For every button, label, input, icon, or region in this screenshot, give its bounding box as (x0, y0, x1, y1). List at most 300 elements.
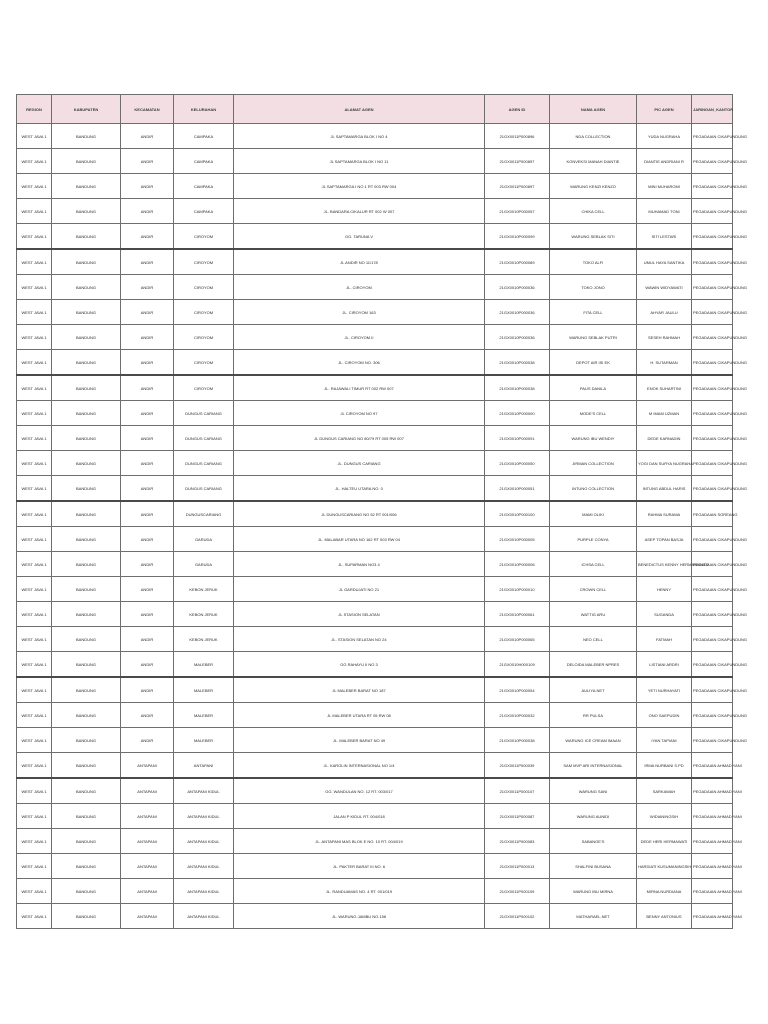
cell-alamat-agen: JL. HALTEU UTARA NO. 0 (234, 476, 485, 502)
cell-alamat-agen: GG. WANDULAN NO. 12 RT. 003/017 (234, 778, 485, 804)
cell-kelurahan: CAMPAKA (174, 174, 234, 199)
cell-kecamatan: ANTAPANI (121, 879, 174, 904)
cell-agen-id: 21GX0010P000061 (485, 602, 550, 627)
cell-kecamatan: ANDIR (121, 401, 174, 426)
table-row (17, 300, 733, 325)
table-row (17, 249, 733, 275)
table-row (17, 753, 733, 779)
table-row (17, 728, 733, 753)
cell-kelurahan: KEBON JERUK (174, 627, 234, 652)
table-row (17, 174, 733, 199)
cell-jaringan-kantor: PEGADAIAN CIKAPUNDUNG (692, 149, 733, 174)
cell-kecamatan: ANDIR (121, 577, 174, 602)
cell-alamat-agen: JL ANDIR NO 11/178 (234, 249, 485, 275)
cell-kelurahan: CIROYOM (174, 249, 234, 275)
cell-kelurahan: MALEBER (174, 677, 234, 703)
cell-agen-id: 21GX0010P000000 (485, 401, 550, 426)
cell-kabupaten: BANDUNG (52, 401, 121, 426)
cell-nama-agen: MODE'S CELL (550, 401, 637, 426)
cell-agen-id: 21GX0010P000091 (485, 426, 550, 451)
table-row (17, 904, 733, 929)
cell-region: WEST JAVA 1 (17, 426, 52, 451)
cell-pic-agen: ASEP TOPAN BASJA (637, 527, 692, 552)
cell-kecamatan: ANDIR (121, 325, 174, 350)
cell-alamat-agen: JL MALEBER UTARA RT 05 RW 08 (234, 703, 485, 728)
header-region: REGION (17, 95, 52, 124)
cell-kelurahan: DUNGUS CARIANG (174, 401, 234, 426)
cell-kabupaten: BANDUNG (52, 879, 121, 904)
cell-pic-agen: MUHAMAD TONI (637, 199, 692, 224)
cell-kabupaten: BANDUNG (52, 728, 121, 753)
cell-pic-agen: ENOK SUHARTINI (637, 375, 692, 401)
cell-region: WEST JAVA 1 (17, 124, 52, 149)
cell-alamat-agen: GG. TARUNA V (234, 224, 485, 250)
cell-pic-agen: WAWIN WIDYAWATI (637, 275, 692, 300)
cell-pic-agen: MIRNA NURDIANA (637, 879, 692, 904)
cell-kelurahan: MALEBER (174, 652, 234, 678)
cell-region: WEST JAVA 1 (17, 829, 52, 854)
cell-alamat-agen: JL. MALEBER BARAT NO 49 (234, 728, 485, 753)
table-row (17, 552, 733, 577)
cell-agen-id: 21GX0011P000107 (485, 778, 550, 804)
cell-kabupaten: BANDUNG (52, 249, 121, 275)
table-row (17, 879, 733, 904)
header-nama-agen: NAMA AGEN (550, 95, 637, 124)
cell-pic-agen: LISTIANI ARDRI (637, 652, 692, 678)
cell-jaringan-kantor: PEGADAIAN CIKAPUNDUNG (692, 451, 733, 476)
cell-kabupaten: BANDUNG (52, 501, 121, 527)
cell-kelurahan: GARUDA (174, 552, 234, 577)
cell-alamat-agen: JL. CIROYOM 163 (234, 300, 485, 325)
cell-region: WEST JAVA 1 (17, 602, 52, 627)
table-row (17, 325, 733, 350)
cell-kecamatan: ANDIR (121, 703, 174, 728)
cell-kabupaten: BANDUNG (52, 451, 121, 476)
cell-alamat-agen: JL. KAROLIN INTERNASIONAL NO 1/4 (234, 753, 485, 779)
cell-kecamatan: ANDIR (121, 124, 174, 149)
cell-jaringan-kantor: PEGADAIAN AHMAD YANI (692, 804, 733, 829)
cell-pic-agen: INTUNG ABDUL HARIS (637, 476, 692, 502)
cell-agen-id: 21GX0010P000038 (485, 728, 550, 753)
cell-nama-agen: TOKO JONO (550, 275, 637, 300)
cell-jaringan-kantor: PEGADAIAN CIKAPUNDUNG (692, 426, 733, 451)
cell-kecamatan: ANTAPANI (121, 753, 174, 779)
cell-pic-agen: SESEH RAHMAH (637, 325, 692, 350)
table-row (17, 375, 733, 401)
cell-pic-agen: IYAN TAPIANI (637, 728, 692, 753)
cell-kabupaten: BANDUNG (52, 552, 121, 577)
cell-nama-agen: FITA CELL (550, 300, 637, 325)
cell-kecamatan: ANDIR (121, 476, 174, 502)
cell-kabupaten: BANDUNG (52, 199, 121, 224)
cell-kelurahan: DUNGUS CARIANG (174, 476, 234, 502)
cell-nama-agen: WARUNG SANI (550, 778, 637, 804)
cell-nama-agen: RR PULSA (550, 703, 637, 728)
cell-kelurahan: DUNGUS CARIANG (174, 426, 234, 451)
cell-alamat-agen: JL. WARUNG JAMBU NO.156 (234, 904, 485, 929)
cell-agen-id: 21GX0010P000036 (485, 325, 550, 350)
cell-alamat-agen: JL. ANTAPANI MAS BLOK E NO. 10 RT. 004/019 (234, 829, 485, 854)
cell-kabupaten: BANDUNG (52, 904, 121, 929)
cell-region: WEST JAVA 1 (17, 501, 52, 527)
cell-pic-agen: YUDA NUGRAHA (637, 124, 692, 149)
cell-region: WEST JAVA 1 (17, 350, 52, 376)
cell-kelurahan: CIROYOM (174, 325, 234, 350)
table-row (17, 627, 733, 652)
cell-region: WEST JAVA 1 (17, 249, 52, 275)
table-row (17, 451, 733, 476)
cell-kecamatan: ANDIR (121, 426, 174, 451)
cell-jaringan-kantor: PEGADAIAN CIKAPUNDUNG (692, 476, 733, 502)
cell-agen-id: 21GX0010P000006 (485, 552, 550, 577)
cell-jaringan-kantor: PEGADAIAN AHMAD YANI (692, 778, 733, 804)
cell-jaringan-kantor: PEGADAIAN CIKAPUNDUNG (692, 627, 733, 652)
cell-kelurahan: ANTAPANI (174, 753, 234, 779)
cell-kabupaten: BANDUNG (52, 350, 121, 376)
cell-region: WEST JAVA 1 (17, 527, 52, 552)
cell-jaringan-kantor: PEGADAIAN CIKAPUNDUNG (692, 249, 733, 275)
cell-pic-agen: BENEDICTUS KENNY HERMAWANTO (637, 552, 692, 577)
cell-jaringan-kantor: PEGADAIAN AHMAD YANI (692, 879, 733, 904)
cell-nama-agen: TOKO ALFI (550, 249, 637, 275)
header-kecamatan: KECAMATAN (121, 95, 174, 124)
cell-kecamatan: ANDIR (121, 552, 174, 577)
cell-kecamatan: ANDIR (121, 527, 174, 552)
cell-nama-agen: CROWN CELL (550, 577, 637, 602)
cell-jaringan-kantor: PEGADAIAN CIKAPUNDUNG (692, 577, 733, 602)
cell-kecamatan: ANDIR (121, 275, 174, 300)
cell-pic-agen: SARKAWAH (637, 778, 692, 804)
cell-nama-agen: WARUNG SEBLAK SITI (550, 224, 637, 250)
table-row (17, 527, 733, 552)
cell-kabupaten: BANDUNG (52, 224, 121, 250)
cell-alamat-agen: JL. SUPARMAN NO3 4 (234, 552, 485, 577)
cell-kecamatan: ANDIR (121, 149, 174, 174)
cell-kabupaten: BANDUNG (52, 124, 121, 149)
cell-agen-id: 21GX0010P000100 (485, 501, 550, 527)
cell-jaringan-kantor: PEGADAIAN CIKAPUNDUNG (692, 325, 733, 350)
cell-jaringan-kantor: PEGADAIAN AHMAD YANI (692, 753, 733, 779)
cell-kecamatan: ANDIR (121, 677, 174, 703)
cell-alamat-agen: JL SAPTAMARGA BLOK I NO 4 (234, 124, 485, 149)
cell-region: WEST JAVA 1 (17, 401, 52, 426)
cell-nama-agen: PAUS DANILA (550, 375, 637, 401)
cell-alamat-agen: JL SAPTAMARGA I NO 1 RT 003 RW 004 (234, 174, 485, 199)
cell-region: WEST JAVA 1 (17, 728, 52, 753)
cell-nama-agen: NDA COLLECTION (550, 124, 637, 149)
cell-agen-id: 21GX0011P000087 (485, 804, 550, 829)
cell-alamat-agen: JALAN P KIDUL RT. 004/018 (234, 804, 485, 829)
cell-kecamatan: ANDIR (121, 652, 174, 678)
cell-region: WEST JAVA 1 (17, 854, 52, 879)
cell-kecamatan: ANTAPANI (121, 804, 174, 829)
cell-kecamatan: ANDIR (121, 627, 174, 652)
cell-kecamatan: ANDIR (121, 350, 174, 376)
cell-nama-agen: AULIYA.NET (550, 677, 637, 703)
cell-kecamatan: ANTAPANI (121, 904, 174, 929)
table-row (17, 476, 733, 502)
header-agen-id: AGEN ID (485, 95, 550, 124)
cell-region: WEST JAVA 1 (17, 677, 52, 703)
cell-region: WEST JAVA 1 (17, 476, 52, 502)
cell-alamat-agen: JL. CIROYOM NO. 306 (234, 350, 485, 376)
cell-pic-agen: HARDIATI KUSUMANINGSIH (637, 854, 692, 879)
cell-kelurahan: ANTAPANI KIDUL (174, 854, 234, 879)
cell-nama-agen: WARUNG IBU MIRNA (550, 879, 637, 904)
cell-jaringan-kantor: PEGADAIAN CIKAPUNDUNG (692, 401, 733, 426)
cell-kecamatan: ANDIR (121, 375, 174, 401)
cell-pic-agen: UMUL HAYA SANTIKA (637, 249, 692, 275)
cell-agen-id: 21GX0011P000109 (485, 879, 550, 904)
cell-jaringan-kantor: PEGADAIAN CIKAPUNDUNG (692, 199, 733, 224)
cell-kecamatan: ANDIR (121, 602, 174, 627)
cell-kelurahan: ANTAPANI KIDUL (174, 879, 234, 904)
cell-jaringan-kantor: PEGADAIAN CIKAPUNDUNG (692, 703, 733, 728)
cell-kabupaten: BANDUNG (52, 753, 121, 779)
cell-agen-id: 21GX0010P000050 (485, 451, 550, 476)
cell-jaringan-kantor: PEGADAIAN CIKAPUNDUNG (692, 300, 733, 325)
cell-region: WEST JAVA 1 (17, 879, 52, 904)
header-kabupaten: KABUPATEN (52, 95, 121, 124)
cell-pic-agen: M IMAM UZMAN (637, 401, 692, 426)
cell-nama-agen: SHALFINI BUSANA (550, 854, 637, 879)
table-header-row (17, 95, 733, 124)
cell-nama-agen: INTUNG COLLECTION (550, 476, 637, 502)
cell-jaringan-kantor: PEGADAIAN AHMAD YANI (692, 829, 733, 854)
cell-jaringan-kantor: PEGADAIAN CIKAPUNDUNG (692, 375, 733, 401)
cell-alamat-agen: JL. RANDUAMAS NO. 4 RT. 001/019 (234, 879, 485, 904)
cell-pic-agen: BENNY ANTONIUS (637, 904, 692, 929)
cell-alamat-agen: JL. BANDARA CIKALUR RT 002 W 007 (234, 199, 485, 224)
cell-alamat-agen: JL GARDUJATI NO 21 (234, 577, 485, 602)
cell-nama-agen: WATTIG ARU (550, 602, 637, 627)
cell-kelurahan: MALEBER (174, 703, 234, 728)
cell-jaringan-kantor: PEGADAIAN SOREANG (692, 501, 733, 527)
cell-agen-id: 21GX0010P000065 (485, 627, 550, 652)
cell-kecamatan: ANDIR (121, 501, 174, 527)
cell-region: WEST JAVA 1 (17, 199, 52, 224)
cell-agen-id: 21GX0011P000897 (485, 149, 550, 174)
cell-region: WEST JAVA 1 (17, 753, 52, 779)
cell-agen-id: 21GX0011P000102 (485, 904, 550, 929)
cell-kelurahan: CAMPAKA (174, 124, 234, 149)
cell-region: WEST JAVA 1 (17, 577, 52, 602)
cell-alamat-agen: JL DUNGUSCARIANG NO 52 RT 001/006 (234, 501, 485, 527)
cell-kabupaten: BANDUNG (52, 174, 121, 199)
cell-jaringan-kantor: PEGADAIAN AHMAD YANI (692, 854, 733, 879)
cell-alamat-agen: JL STASION SELATAN (234, 602, 485, 627)
agent-table (16, 94, 748, 929)
cell-nama-agen: MAMI OLIKI (550, 501, 637, 527)
cell-alamat-agen: JL. CIROYOM (234, 275, 485, 300)
table-row (17, 677, 733, 703)
cell-agen-id: 21GX0010P000036 (485, 300, 550, 325)
cell-kecamatan: ANTAPANI (121, 854, 174, 879)
cell-agen-id: 21GX0010P000032 (485, 703, 550, 728)
table-row (17, 652, 733, 678)
cell-kabupaten: BANDUNG (52, 577, 121, 602)
cell-pic-agen: WIDIANINGSIH (637, 804, 692, 829)
cell-pic-agen: MINI MUHAROMI (637, 174, 692, 199)
cell-kecamatan: ANDIR (121, 300, 174, 325)
cell-kabupaten: BANDUNG (52, 627, 121, 652)
cell-kecamatan: ANDIR (121, 249, 174, 275)
cell-region: WEST JAVA 1 (17, 325, 52, 350)
cell-agen-id: 21GX0010P000057 (485, 199, 550, 224)
table-row (17, 778, 733, 804)
cell-kabupaten: BANDUNG (52, 275, 121, 300)
cell-agen-id: 21GX0010P000005 (485, 527, 550, 552)
cell-nama-agen: DEPOT AIR ISI EK (550, 350, 637, 376)
cell-kabupaten: BANDUNG (52, 300, 121, 325)
cell-nama-agen: MATHARAEL.NET (550, 904, 637, 929)
table-row (17, 577, 733, 602)
table-row (17, 401, 733, 426)
cell-alamat-agen: JL. MALABAR UTARA NO 162 RT 003 RW 04 (234, 527, 485, 552)
cell-agen-id: 21GX0011P000039 (485, 753, 550, 779)
cell-jaringan-kantor: PEGADAIAN CIKAPUNDUNG (692, 677, 733, 703)
cell-kabupaten: BANDUNG (52, 804, 121, 829)
cell-agen-id: 21GX0010P000054 (485, 677, 550, 703)
cell-alamat-agen: GG RAHAYU II NO 3 (234, 652, 485, 678)
cell-pic-agen: RAHMA SURAMA (637, 501, 692, 527)
table-row (17, 501, 733, 527)
cell-nama-agen: NEO CELL (550, 627, 637, 652)
cell-kelurahan: CAMPAKA (174, 149, 234, 174)
cell-kelurahan: DUNGUSCARIANG (174, 501, 234, 527)
cell-region: WEST JAVA 1 (17, 552, 52, 577)
cell-region: WEST JAVA 1 (17, 174, 52, 199)
cell-kabupaten: BANDUNG (52, 854, 121, 879)
cell-agen-id: 21GX0010P000038 (485, 350, 550, 376)
cell-kabupaten: BANDUNG (52, 476, 121, 502)
table-row (17, 703, 733, 728)
cell-kelurahan: ANTAPANI KIDUL (174, 904, 234, 929)
cell-kelurahan: CIROYOM (174, 350, 234, 376)
cell-nama-agen: SAM MVP ARI INTERNASIONAL (550, 753, 637, 779)
cell-kabupaten: BANDUNG (52, 652, 121, 678)
header-kelurahan: KELURAHAN (174, 95, 234, 124)
cell-pic-agen: DEDE HERI HERMAWATI (637, 829, 692, 854)
cell-region: WEST JAVA 1 (17, 804, 52, 829)
cell-kelurahan: CAMPAKA (174, 199, 234, 224)
cell-kelurahan: ANTAPANI KIDUL (174, 829, 234, 854)
cell-agen-id: 21GX0011P000897 (485, 174, 550, 199)
cell-agen-id: 21GX0011P000896 (485, 124, 550, 149)
cell-kecamatan: ANDIR (121, 224, 174, 250)
cell-region: WEST JAVA 1 (17, 451, 52, 476)
cell-kelurahan: CIROYOM (174, 375, 234, 401)
cell-jaringan-kantor: PEGADAIAN CIKAPUNDUNG (692, 174, 733, 199)
cell-alamat-agen: JL CIROYOM NO 97 (234, 401, 485, 426)
cell-region: WEST JAVA 1 (17, 149, 52, 174)
table-row (17, 350, 733, 376)
cell-pic-agen: H. SUTARMAN (637, 350, 692, 376)
table-row (17, 199, 733, 224)
cell-kecamatan: ANDIR (121, 199, 174, 224)
header-pic-agen: PIC AGEN (637, 95, 692, 124)
cell-alamat-agen: JL. CIROYOM II (234, 325, 485, 350)
cell-nama-agen: WARUNG SEBLAK PUTRI (550, 325, 637, 350)
table-row (17, 149, 733, 174)
cell-pic-agen: IRMA NURBANI S.PD (637, 753, 692, 779)
cell-kabupaten: BANDUNG (52, 325, 121, 350)
cell-region: WEST JAVA 1 (17, 904, 52, 929)
cell-alamat-agen: JL MALEBER BARAT NO 187 (234, 677, 485, 703)
cell-kelurahan: ANTAPANI KIDUL (174, 778, 234, 804)
cell-kabupaten: BANDUNG (52, 149, 121, 174)
cell-alamat-agen: JL. RAJAWALI TIMUR RT 002 RW 007 (234, 375, 485, 401)
cell-pic-agen: HENNY (637, 577, 692, 602)
cell-nama-agen: WARUNG ICE CREAM IMAAN (550, 728, 637, 753)
cell-alamat-agen: JL SAPTAMARGA BLOK I NO 11 (234, 149, 485, 174)
cell-agen-id: 21GX0010P000010 (485, 577, 550, 602)
cell-nama-agen: WARUNG IBU WENDIY (550, 426, 637, 451)
cell-agen-id: 21GX0010P000051 (485, 476, 550, 502)
cell-pic-agen: ONO SAEPUDIN (637, 703, 692, 728)
cell-agen-id: 21GX0010P000099 (485, 224, 550, 250)
cell-pic-agen: DEDE KARNADIN (637, 426, 692, 451)
cell-alamat-agen: JL. DUNGUS CARIANG (234, 451, 485, 476)
cell-kelurahan: GARUDA (174, 527, 234, 552)
cell-jaringan-kantor: PEGADAIAN CIKAPUNDUNG (692, 224, 733, 250)
cell-kabupaten: BANDUNG (52, 602, 121, 627)
cell-kelurahan: ANTAPANI KIDUL (174, 804, 234, 829)
table-row (17, 829, 733, 854)
cell-nama-agen: WARUNG KENZI KENZO (550, 174, 637, 199)
cell-kecamatan: ANDIR (121, 728, 174, 753)
table-row (17, 602, 733, 627)
cell-region: WEST JAVA 1 (17, 627, 52, 652)
cell-kecamatan: ANDIR (121, 174, 174, 199)
cell-region: WEST JAVA 1 (17, 375, 52, 401)
cell-region: WEST JAVA 1 (17, 652, 52, 678)
cell-nama-agen: JIRMAN COLLECTION (550, 451, 637, 476)
cell-alamat-agen: JL. PAKTER BARAT III NO. 6 (234, 854, 485, 879)
cell-pic-agen: SITI LESTARI (637, 224, 692, 250)
cell-kabupaten: BANDUNG (52, 703, 121, 728)
cell-pic-agen: SUGANDA (637, 602, 692, 627)
cell-jaringan-kantor: PEGADAIAN CIKAPUNDUNG (692, 728, 733, 753)
cell-jaringan-kantor: PEGADAIAN CIKAPUNDUNG (692, 124, 733, 149)
cell-kabupaten: BANDUNG (52, 426, 121, 451)
cell-kabupaten: BANDUNG (52, 527, 121, 552)
cell-jaringan-kantor: PEGADAIAN CIKAPUNDUNG (692, 275, 733, 300)
cell-nama-agen: KONVEKSI MANAH DIANTIE (550, 149, 637, 174)
cell-region: WEST JAVA 1 (17, 300, 52, 325)
cell-kecamatan: ANDIR (121, 451, 174, 476)
cell-agen-id: 21GX0010P000038 (485, 375, 550, 401)
cell-nama-agen: CHIKA CELL (550, 199, 637, 224)
cell-nama-agen: ICHSA CELL (550, 552, 637, 577)
cell-alamat-agen: JL DUNGUS CARIANG NO 80/79 RT 005 RW 007 (234, 426, 485, 451)
cell-region: WEST JAVA 1 (17, 224, 52, 250)
cell-pic-agen: AHYAR JAULU (637, 300, 692, 325)
cell-agen-id: 21GX0010P000089 (485, 249, 550, 275)
cell-nama-agen: SABANGE'S (550, 829, 637, 854)
cell-agen-id: 21GX0011P000083 (485, 829, 550, 854)
table-row (17, 854, 733, 879)
cell-kelurahan: DUNGUS CARIANG (174, 451, 234, 476)
cell-agen-id: 21GX0011P000013 (485, 854, 550, 879)
table-row (17, 124, 733, 149)
cell-jaringan-kantor: PEGADAIAN CIKAPUNDUNG (692, 652, 733, 678)
cell-nama-agen: WARUNG AUNIDI (550, 804, 637, 829)
cell-pic-agen: FATMAH (637, 627, 692, 652)
cell-kabupaten: BANDUNG (52, 829, 121, 854)
cell-kelurahan: MALEBER (174, 728, 234, 753)
cell-agen-id: 21GX0010P000036 (485, 275, 550, 300)
